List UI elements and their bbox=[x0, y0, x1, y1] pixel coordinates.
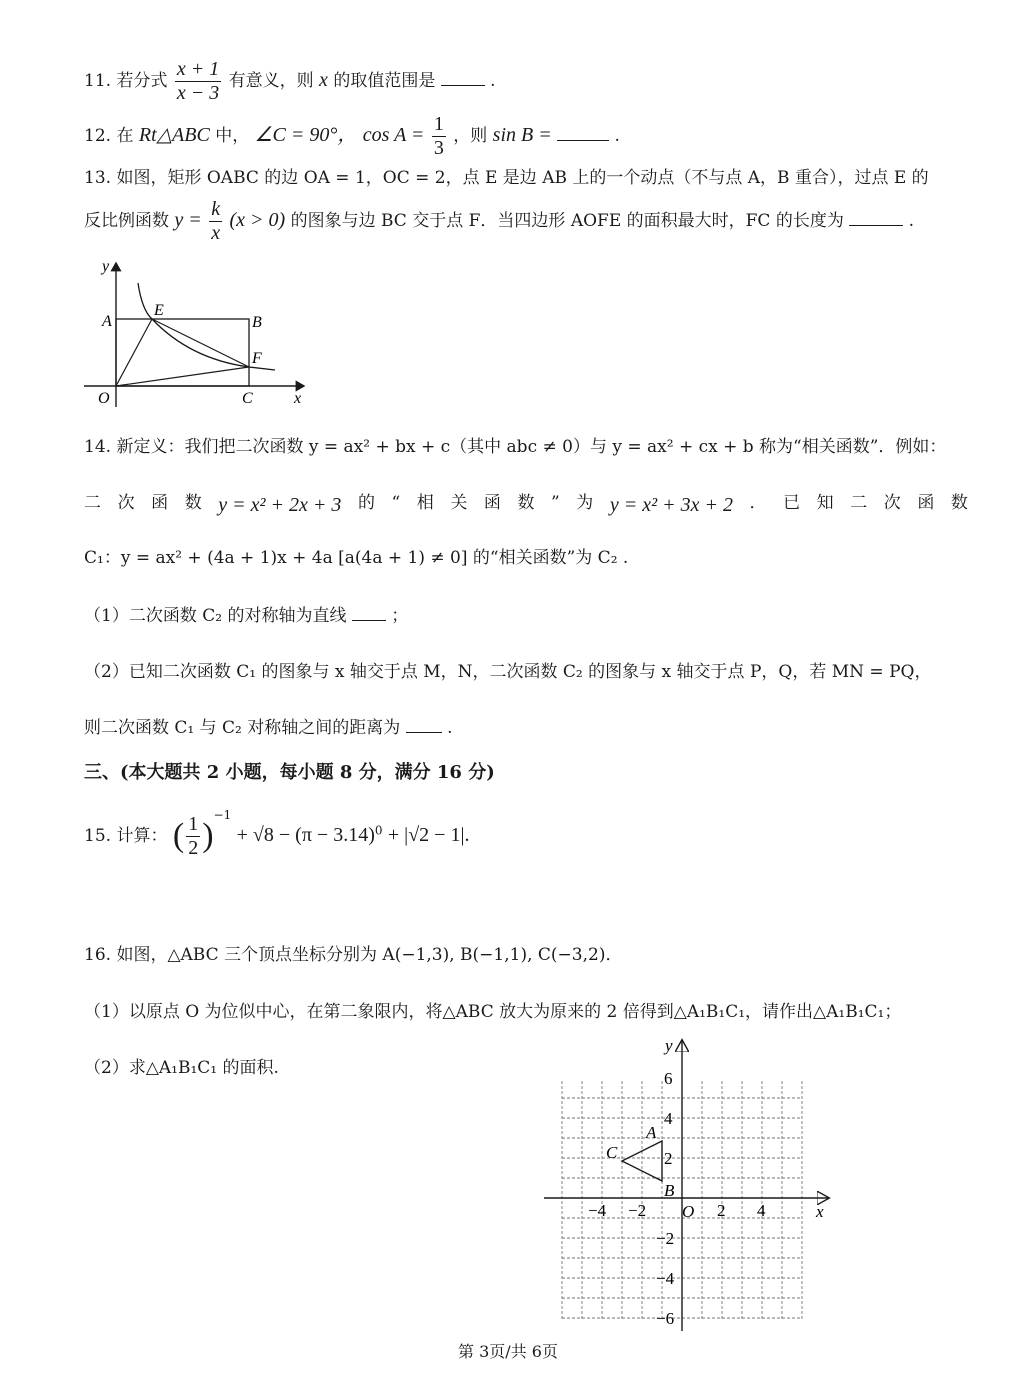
q15-frac-num: 1 bbox=[188, 813, 199, 835]
q13-frac-num: k bbox=[211, 198, 221, 220]
q14-line2-word: 为 bbox=[576, 493, 594, 513]
q14-number: 14. bbox=[84, 437, 112, 457]
q16-number: 16. bbox=[84, 945, 112, 965]
q16-line1: 如图，△ABC 三个顶点坐标分别为 A(−1,3), B(−1,1), C(−3,2)． bbox=[116, 945, 623, 965]
q16-label-x: x bbox=[816, 1202, 824, 1221]
q13-func-lhs: y = bbox=[174, 209, 202, 231]
q13-end: . bbox=[908, 211, 915, 231]
q16-label-y: y bbox=[665, 1036, 673, 1055]
q16-x-tick-label: 4 bbox=[757, 1201, 766, 1220]
q14-line2-word: 二 bbox=[84, 493, 101, 513]
question-14-line2 bbox=[84, 493, 968, 517]
q14-line3: C₁：y = ax² + (4a + 1)x + 4a [a(4a + 1) ≠ 0] 的“相关函数”为 C₂ . bbox=[84, 548, 629, 568]
q11-text-c: 的取值范围是 bbox=[333, 71, 436, 91]
q16-x-tick-label: −4 bbox=[588, 1201, 607, 1220]
q13-figure bbox=[80, 255, 310, 415]
q13-fraction bbox=[209, 198, 222, 245]
q16-label-b: B bbox=[664, 1181, 675, 1200]
q14-line2-word: ． bbox=[749, 493, 767, 513]
q11-var-x: x bbox=[319, 69, 328, 91]
q11-fraction bbox=[175, 58, 221, 105]
q15-paren-open: ( bbox=[172, 817, 185, 855]
q13-line1: 如图，矩形 OABC 的边 OA = 1，OC = 2，点 E 是边 AB 上的一个动点（不与点 A，B 重合），过点 E 的 bbox=[116, 168, 929, 188]
q13-label-f: F bbox=[252, 350, 262, 367]
q16-figure bbox=[540, 1035, 840, 1335]
q15-tail: + |√2 − 1|. bbox=[387, 824, 470, 846]
q16-y-tick-label: −4 bbox=[656, 1269, 675, 1288]
q14-line2-word: 二 bbox=[850, 493, 868, 513]
question-11 bbox=[84, 58, 496, 105]
q13-label-a: A bbox=[102, 313, 112, 330]
q13-label-y: y bbox=[102, 258, 110, 275]
q15-paren-close: ) bbox=[202, 817, 214, 855]
q16-y-tick-label: −6 bbox=[656, 1309, 675, 1328]
q16-label-o: O bbox=[682, 1202, 695, 1221]
q11-number: 11. bbox=[84, 71, 112, 91]
q12-frac-num: 1 bbox=[433, 113, 444, 135]
q11-answer-blank bbox=[441, 71, 485, 86]
q13-label-e: E bbox=[154, 302, 164, 319]
q14-line2-word: 的 bbox=[357, 493, 375, 513]
q13-label-x: x bbox=[294, 390, 302, 407]
q14-line2-word: y = x² + 3x + 2 bbox=[609, 494, 733, 516]
question-14-part1 bbox=[84, 606, 408, 626]
q12-sin: sin B = bbox=[492, 124, 552, 146]
question-13-line1 bbox=[84, 168, 929, 188]
q13-label-o: O bbox=[98, 390, 110, 407]
q13-frac-den: x bbox=[211, 222, 221, 244]
q12-text-b: 中， bbox=[215, 126, 250, 146]
q14-line2-word: 数 bbox=[950, 493, 968, 513]
q16-y-tick-label: −2 bbox=[656, 1229, 675, 1248]
q12-text-a: 在 bbox=[116, 126, 134, 146]
question-14-part2 bbox=[84, 662, 931, 682]
q16-x-tick-label: −2 bbox=[628, 1201, 647, 1220]
question-13-line2 bbox=[84, 198, 914, 245]
q14-line2-word: 次 bbox=[117, 493, 135, 513]
q14-line2-word: 函 bbox=[483, 493, 501, 513]
q14-part2b-blank bbox=[406, 718, 442, 733]
q14-line2-word: y = x² + 2x + 3 bbox=[218, 494, 342, 516]
q13-answer-blank bbox=[849, 211, 903, 226]
question-16-part1 bbox=[84, 1002, 901, 1022]
q11-frac-den: x − 3 bbox=[176, 82, 220, 104]
q13-label-c: C bbox=[242, 390, 253, 407]
q16-y-tick-label: 6 bbox=[664, 1069, 673, 1088]
q13-segment-oe bbox=[116, 319, 152, 386]
question-14-line1 bbox=[84, 437, 946, 457]
q13-label-b: B bbox=[252, 314, 262, 331]
q14-line2-word: 已 bbox=[783, 493, 801, 513]
q11-frac-num: x + 1 bbox=[176, 58, 220, 80]
q16-label-c: C bbox=[606, 1143, 618, 1162]
question-14-line3 bbox=[84, 548, 628, 568]
page-footer: 第 3页/共 6页 bbox=[458, 1342, 558, 1361]
q15-number: 15. bbox=[84, 826, 112, 846]
q11-text-a: 若分式 bbox=[116, 71, 168, 91]
q14-line2-word: 相 bbox=[416, 493, 434, 513]
q12-text-c: ，则 bbox=[453, 126, 488, 146]
q13-number: 13. bbox=[84, 168, 112, 188]
q15-fraction bbox=[186, 813, 200, 860]
q13-text-a: 反比例函数 bbox=[84, 211, 169, 231]
question-16-part2 bbox=[84, 1058, 279, 1078]
question-15 bbox=[84, 808, 469, 860]
q14-part1-blank bbox=[352, 606, 386, 621]
q12-condition: ∠C = 90°， bbox=[254, 124, 358, 146]
q14-line2-word: 关 bbox=[450, 493, 468, 513]
q12-end: . bbox=[614, 126, 620, 146]
question-12 bbox=[84, 113, 620, 160]
q12-number: 12. bbox=[84, 126, 112, 146]
q15-text-a: 计算： bbox=[116, 826, 168, 846]
q14-part2: （2）已知二次函数 C₁ 的图象与 x 轴交于点 M，N，二次函数 C₂ 的图象与 x 轴交于点 P，Q，若 MN = PQ， bbox=[84, 662, 932, 682]
q14-line2-word: 函 bbox=[917, 493, 935, 513]
question-14-part2b bbox=[84, 718, 452, 738]
q12-triangle: Rt△ABC bbox=[138, 124, 210, 146]
q11-text-b: 有意义，则 bbox=[228, 71, 314, 91]
q14-part2b: 则二次函数 C₁ 与 C₂ 对称轴之间的距离为 bbox=[84, 718, 401, 738]
q16-x-ticks bbox=[588, 1201, 766, 1220]
q12-frac-den: 3 bbox=[433, 137, 444, 159]
q14-line2-word: 函 bbox=[151, 493, 169, 513]
q14-line2-word: 知 bbox=[816, 493, 834, 513]
q14-part1: （1）二次函数 C₂ 的对称轴为直线 bbox=[84, 606, 347, 626]
q15-rest: + √8 − (π − 3.14) bbox=[236, 824, 375, 846]
q14-line2-word: 数 bbox=[517, 493, 535, 513]
q15-frac-den: 2 bbox=[188, 837, 199, 859]
q14-line1: 新定义：我们把二次函数 y = ax² + bx + c（其中 abc ≠ 0）与 y = ax² + cx + b 称为“相关函数”．例如： bbox=[116, 437, 947, 457]
q16-part1: （1）以原点 O 为位似中心，在第二象限内，将△ABC 放大为原来的 2 倍得到△A₁B₁C₁，请作出△A₁B₁C₁； bbox=[84, 1002, 902, 1022]
q15-exponent-0: 0 bbox=[374, 823, 383, 838]
q14-line2-word: ” bbox=[551, 493, 560, 513]
section-3-heading: 三、(本大题共 2 小题，每小题 8 分，满分 16 分) bbox=[84, 762, 495, 783]
q14-line2-word: 次 bbox=[883, 493, 901, 513]
q16-label-a: A bbox=[646, 1123, 657, 1142]
q11-end: . bbox=[490, 71, 496, 91]
q13-segment-ef bbox=[152, 319, 249, 367]
q14-line2-word: 数 bbox=[184, 493, 202, 513]
q16-y-tick-label: 4 bbox=[664, 1109, 673, 1128]
q12-fraction bbox=[432, 113, 446, 160]
q12-answer-blank bbox=[557, 126, 609, 141]
q13-text-b: 的图象与边 BC 交于点 F．当四边形 AOFE 的面积最大时，FC 的长度为 bbox=[290, 211, 844, 231]
q12-cos: cos A = bbox=[362, 124, 425, 146]
q14-line2-word: “ bbox=[391, 493, 401, 513]
q15-exponent-neg1: −1 bbox=[213, 808, 232, 822]
question-16-line1 bbox=[84, 945, 622, 965]
q13-domain: (x > 0) bbox=[229, 209, 286, 231]
q14-part2b-end: . bbox=[447, 718, 453, 738]
q16-y-tick-label: 2 bbox=[664, 1149, 673, 1168]
q14-part1-end: ； bbox=[391, 606, 409, 626]
q16-part2: （2）求△A₁B₁C₁ 的面积. bbox=[84, 1058, 279, 1078]
q13-segment-of bbox=[116, 367, 249, 386]
q16-x-tick-label: 2 bbox=[717, 1201, 726, 1220]
